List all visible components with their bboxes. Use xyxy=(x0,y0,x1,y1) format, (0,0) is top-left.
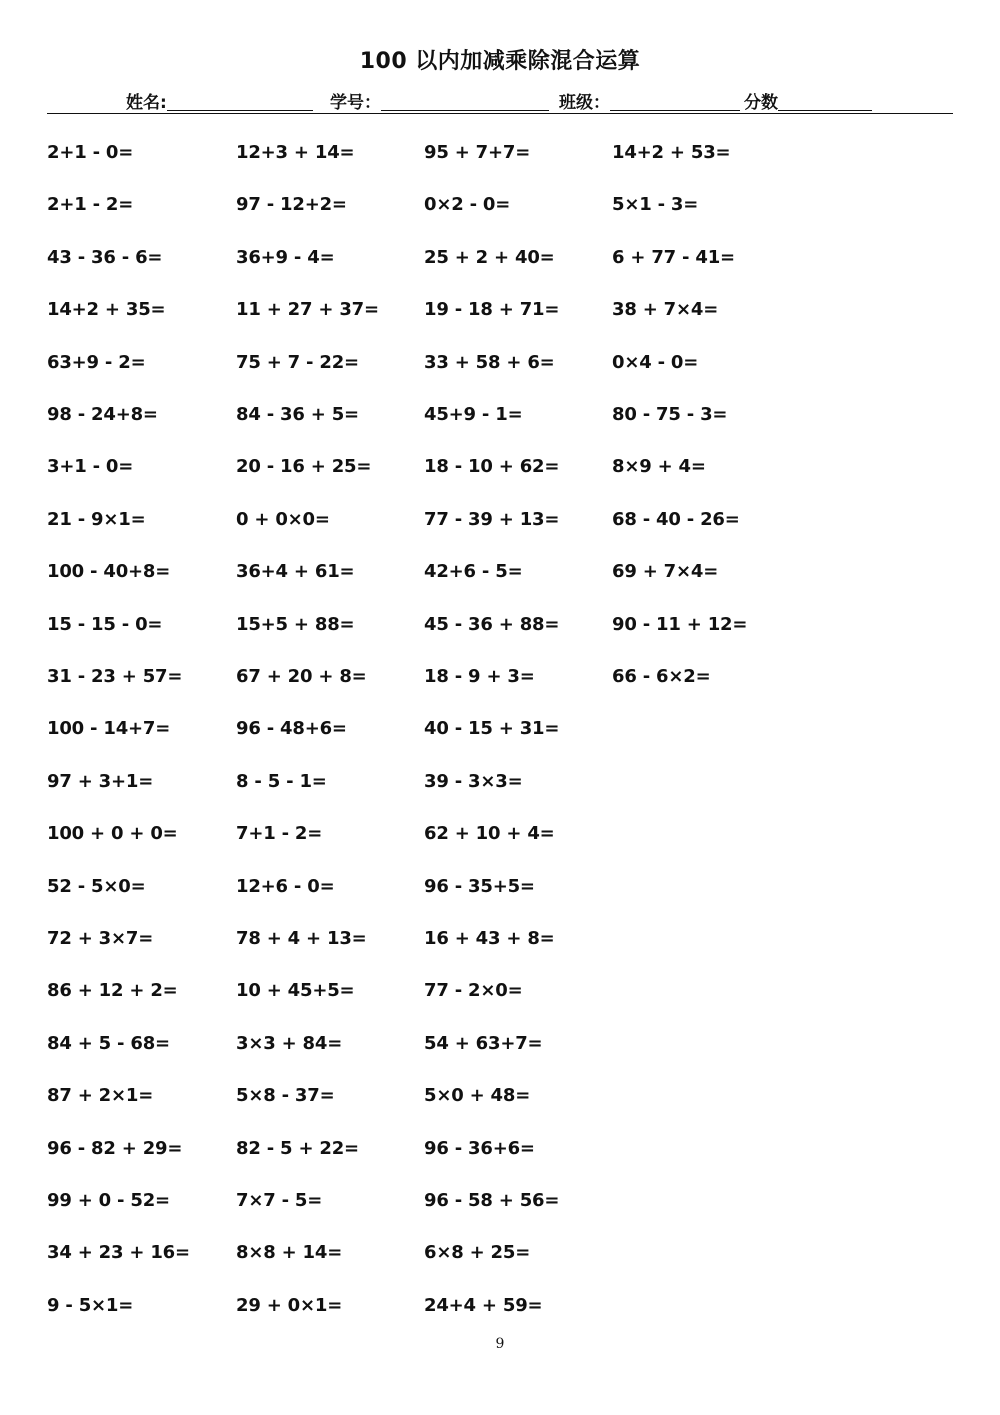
math-problem: 36+9 - 4= xyxy=(236,246,335,268)
math-problem: 7+1 - 2= xyxy=(236,823,323,845)
math-problem: 67 + 20 + 8= xyxy=(236,666,367,687)
math-problem: 5×0 + 48= xyxy=(424,1085,531,1107)
math-problem: 98 - 24+8= xyxy=(47,404,158,425)
page-title: 100 以内加减乘除混合运算 xyxy=(359,49,641,74)
page-number: 9 xyxy=(495,1336,505,1352)
score-field xyxy=(744,88,872,113)
class-blank[interactable] xyxy=(610,92,740,111)
math-problem: 40 - 15 + 31= xyxy=(424,718,560,740)
math-problem: 97 - 12+2= xyxy=(236,194,347,216)
math-problem: 31 - 23 + 57= xyxy=(47,666,183,687)
score-label: 分数 xyxy=(744,93,778,113)
math-problem: 8 - 5 - 1= xyxy=(236,770,327,792)
student-id-blank[interactable] xyxy=(381,92,549,111)
math-problem: 0×4 - 0= xyxy=(612,351,699,373)
math-problem: 96 - 58 + 56= xyxy=(424,1190,560,1211)
math-problem: 78 + 4 + 13= xyxy=(236,928,367,949)
math-problem: 7×7 - 5= xyxy=(236,1190,323,1211)
math-problem: 42+6 - 5= xyxy=(424,561,523,583)
math-problem: 62 + 10 + 4= xyxy=(424,823,555,845)
math-problem: 68 - 40 - 26= xyxy=(612,508,740,530)
header-underline xyxy=(47,113,953,114)
math-problem: 97 + 3+1= xyxy=(47,770,154,792)
math-problem: 80 - 75 - 3= xyxy=(612,404,728,425)
math-problem: 10 + 45+5= xyxy=(236,980,355,1002)
math-problem: 95 + 7+7= xyxy=(424,142,531,163)
math-problem: 18 - 9 + 3= xyxy=(424,666,535,687)
math-problem: 0×2 - 0= xyxy=(424,194,511,216)
math-problem: 34 + 23 + 16= xyxy=(47,1242,190,1264)
student-id-field xyxy=(330,88,549,113)
math-problem: 29 + 0×1= xyxy=(236,1294,343,1316)
math-problem: 8×8 + 14= xyxy=(236,1242,343,1264)
math-problem: 86 + 12 + 2= xyxy=(47,980,178,1002)
math-problem: 15 - 15 - 0= xyxy=(47,613,163,635)
math-problem: 12+3 + 14= xyxy=(236,142,355,163)
math-problem: 52 - 5×0= xyxy=(47,875,146,897)
math-problem: 43 - 36 - 6= xyxy=(47,246,163,268)
math-problem: 96 - 48+6= xyxy=(236,718,347,740)
math-problem: 77 - 39 + 13= xyxy=(424,508,560,530)
math-problem: 84 + 5 - 68= xyxy=(47,1032,170,1054)
math-problem: 96 - 36+6= xyxy=(424,1137,535,1159)
math-problem: 99 + 0 - 52= xyxy=(47,1190,170,1211)
math-problem: 2+1 - 2= xyxy=(47,194,134,216)
student-id-label: 学号： xyxy=(330,93,381,113)
math-problem: 0 + 0×0= xyxy=(236,508,330,530)
name-label: 姓名: xyxy=(126,93,167,113)
math-problem: 96 - 82 + 29= xyxy=(47,1137,183,1159)
math-problem: 100 + 0 + 0= xyxy=(47,823,178,845)
math-problem: 66 - 6×2= xyxy=(612,666,711,687)
math-problem: 9 - 5×1= xyxy=(47,1294,134,1316)
math-problem: 87 + 2×1= xyxy=(47,1085,154,1107)
math-problem: 21 - 9×1= xyxy=(47,508,146,530)
math-problem: 75 + 7 - 22= xyxy=(236,351,359,373)
math-problem: 14+2 + 35= xyxy=(47,299,166,321)
math-problem: 24+4 + 59= xyxy=(424,1294,543,1316)
math-problem: 84 - 36 + 5= xyxy=(236,404,359,425)
math-problem: 90 - 11 + 12= xyxy=(612,613,748,635)
math-problem: 6 + 77 - 41= xyxy=(612,246,735,268)
math-problem: 5×8 - 37= xyxy=(236,1085,335,1107)
math-problem: 77 - 2×0= xyxy=(424,980,523,1002)
class-field xyxy=(559,88,740,113)
math-problem: 100 - 14+7= xyxy=(47,718,171,740)
math-problem: 3×3 + 84= xyxy=(236,1032,343,1054)
math-problem: 16 + 43 + 8= xyxy=(424,928,555,949)
math-problem: 63+9 - 2= xyxy=(47,351,146,373)
math-problem: 33 + 58 + 6= xyxy=(424,351,555,373)
class-label: 班级： xyxy=(559,93,610,113)
name-blank[interactable] xyxy=(167,92,313,111)
score-blank[interactable] xyxy=(778,92,872,111)
math-problem: 8×9 + 4= xyxy=(612,456,706,478)
math-problem: 6×8 + 25= xyxy=(424,1242,531,1264)
math-problem: 19 - 18 + 71= xyxy=(424,299,560,321)
math-problem: 100 - 40+8= xyxy=(47,561,171,583)
math-problem: 45 - 36 + 88= xyxy=(424,613,560,635)
math-problem: 11 + 27 + 37= xyxy=(236,299,379,321)
math-problem: 69 + 7×4= xyxy=(612,561,719,583)
math-problem: 2+1 - 0= xyxy=(47,142,134,163)
math-problem: 82 - 5 + 22= xyxy=(236,1137,359,1159)
math-problem: 54 + 63+7= xyxy=(424,1032,543,1054)
math-problem: 45+9 - 1= xyxy=(424,404,523,425)
math-problem: 39 - 3×3= xyxy=(424,770,523,792)
math-problem: 38 + 7×4= xyxy=(612,299,719,321)
math-problem: 18 - 10 + 62= xyxy=(424,456,560,478)
math-problem: 36+4 + 61= xyxy=(236,561,355,583)
math-problem: 20 - 16 + 25= xyxy=(236,456,372,478)
name-field xyxy=(126,88,313,113)
math-problem: 15+5 + 88= xyxy=(236,613,355,635)
math-problem: 5×1 - 3= xyxy=(612,194,699,216)
math-problem: 72 + 3×7= xyxy=(47,928,154,949)
math-problem: 14+2 + 53= xyxy=(612,142,731,163)
math-problem: 3+1 - 0= xyxy=(47,456,134,478)
math-problem: 25 + 2 + 40= xyxy=(424,246,555,268)
math-problem: 96 - 35+5= xyxy=(424,875,535,897)
math-problem: 12+6 - 0= xyxy=(236,875,335,897)
